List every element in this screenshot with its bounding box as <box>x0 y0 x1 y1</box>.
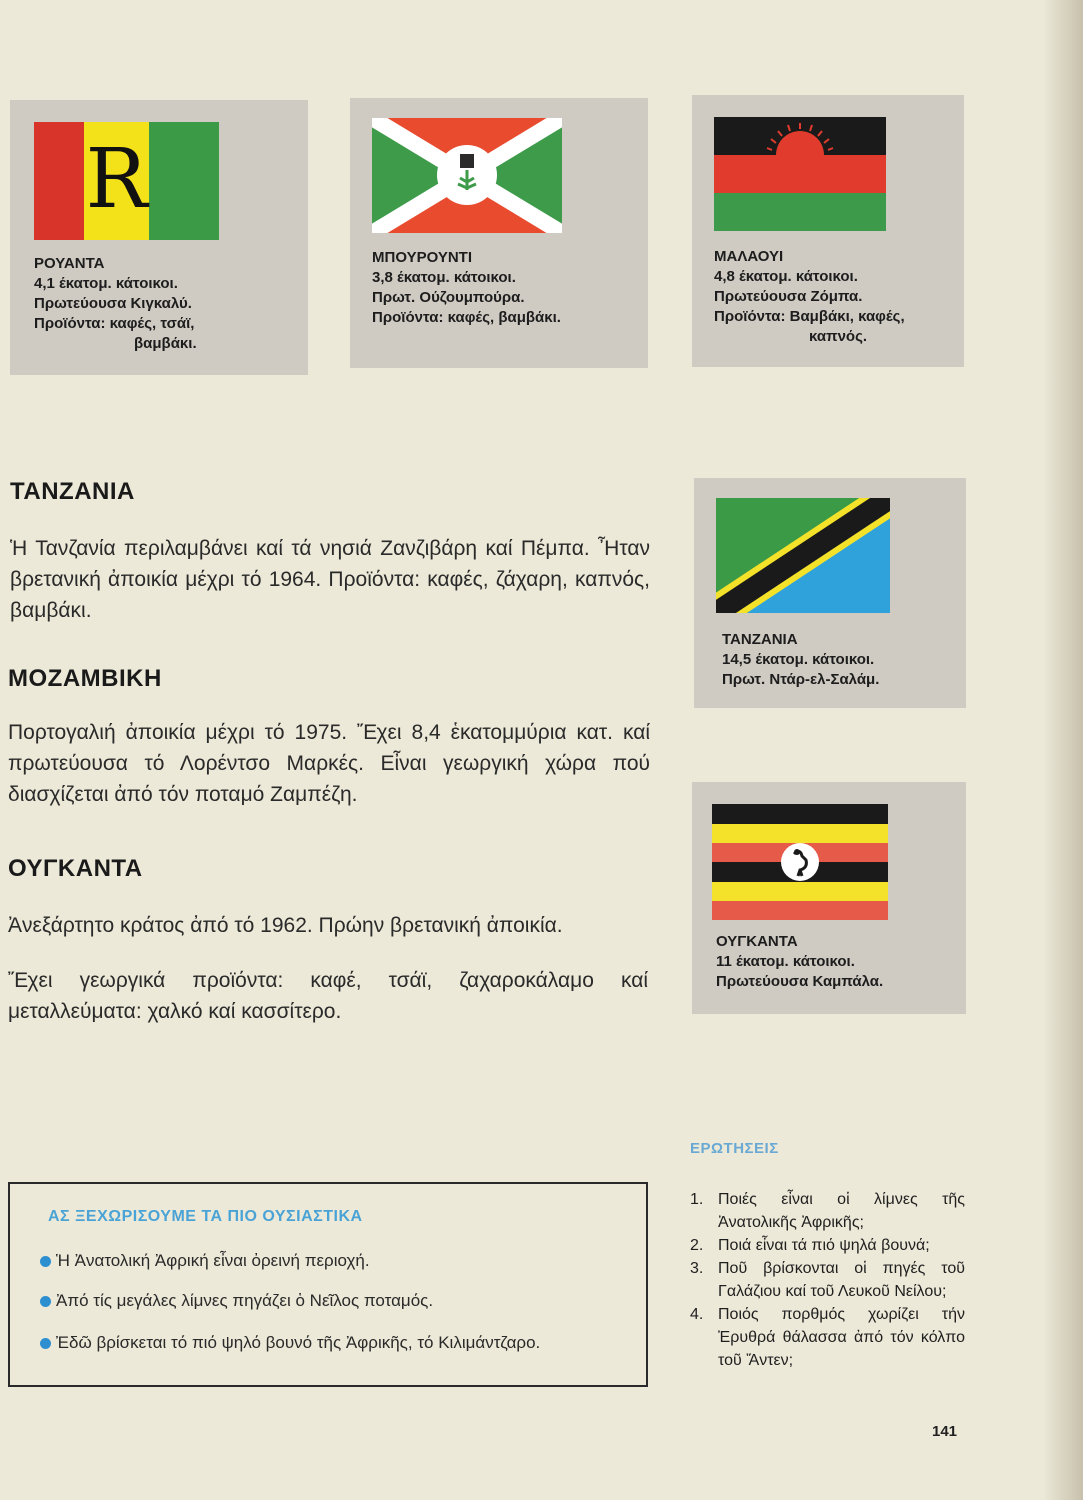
rwanda-flag <box>34 122 219 240</box>
tanzania-population: 14,5 έκατομ. κάτοικοι. <box>722 651 875 668</box>
rwanda-population: 4,1 έκατομ. κάτοικοι. <box>34 275 178 292</box>
rwanda-flag-green-band <box>149 122 219 240</box>
burundi-flag-svg <box>372 118 562 233</box>
mozambique-heading: ΜΟΖΑΜΒΙΚΗ <box>8 665 162 692</box>
malawi-capital: Πρωτεύουσα Ζόμπα. <box>714 288 863 305</box>
uganda-capital: Πρωτεύουσα Καμπάλα. <box>716 973 884 990</box>
question-item <box>690 1188 965 1234</box>
summary-item-text: Ἀπό τίς μεγάλες λίμνες πηγάζει ὁ Νεῖλος ποταμός. <box>56 1291 434 1310</box>
summary-item <box>40 1288 630 1313</box>
rwanda-capital: Πρωτεύουσα Κιγκαλύ. <box>34 295 192 312</box>
burundi-products: Προϊόντα: καφές, βαμβάκι. <box>372 309 561 326</box>
question-number: 2. <box>690 1237 704 1254</box>
burundi-flag <box>372 118 562 233</box>
tanzania-card-name: ΤΑΝΖΑΝΙΑ <box>722 631 798 648</box>
summary-item <box>40 1330 630 1355</box>
bullet-icon <box>40 1256 51 1267</box>
page-edge-shadow <box>1043 0 1083 1500</box>
question-number: 3. <box>690 1260 704 1277</box>
question-text: Ποιές εἶναι οἱ λίμνες τῆς Ἀνατολικῆς Ἀφρικῆς; <box>718 1191 965 1231</box>
page-number: 141 <box>932 1423 958 1440</box>
question-number: 1. <box>690 1191 704 1208</box>
uganda-text-1: Ἀνεξάρτητο κράτος ἀπό τό 1962. Πρώην βρετανική ἀποικία. <box>8 914 563 937</box>
burundi-population: 3,8 έκατομ. κάτοικοι. <box>372 269 516 286</box>
uganda-text-2: Ἔχει γεωργικά προϊόντα: καφέ, τσάϊ, ζαχαροκάλαμο καί μεταλλεύματα: χαλκό καί κασσίτερο. <box>8 969 648 1023</box>
summary-box <box>8 1182 648 1387</box>
tanzania-heading: ΤΑΝΖΑΝΙΑ <box>10 478 135 505</box>
uganda-flag <box>712 804 888 920</box>
burundi-card <box>350 98 648 368</box>
bullet-icon <box>40 1296 51 1307</box>
bullet-icon <box>40 1338 51 1349</box>
rwanda-flag-letter: R <box>85 132 148 227</box>
summary-title: ΑΣ ΞΕΧΩΡΙΣΟΥΜΕ ΤΑ ΠΙΟ ΟΥΣΙΑΣΤΙΚΑ <box>48 1208 363 1225</box>
rwanda-flag-red-band <box>34 122 84 240</box>
question-text: Ποιός πορθμός χωρίζει τήν Ἐρυθρά θάλασσα ἀπό τόν κόλπο τοῦ Ἄντεν; <box>718 1306 965 1369</box>
uganda-heading: ΟΥΓΚΑΝΤΑ <box>8 855 143 882</box>
rwanda-products: Προϊόντα: καφές, τσάϊ, <box>34 315 195 332</box>
question-item <box>690 1234 965 1257</box>
question-item <box>690 1303 965 1372</box>
malawi-flag-red-band <box>714 155 886 193</box>
rwanda-card <box>10 100 308 375</box>
malawi-products: Προϊόντα: Βαμβάκι, καφές, <box>714 308 905 325</box>
question-number: 4. <box>690 1306 704 1323</box>
uganda-flag-stripe-2 <box>712 824 888 843</box>
malawi-flag-green-band <box>714 193 886 231</box>
question-text: Ποιά εἶναι τά πιό ψηλά βουνά; <box>718 1237 930 1254</box>
malawi-name: ΜΑΛΑΟΥΙ <box>714 248 784 265</box>
malawi-products-cont: καπνός. <box>809 328 868 345</box>
summary-item-text: Ἐδῶ βρίσκεται τό πιό ψηλό βουνό τῆς Ἀφρικῆς, τό Κιλιμάντζαρο. <box>56 1333 541 1352</box>
crane-icon <box>780 842 820 882</box>
uganda-population: 11 έκατομ. κάτοικοι. <box>716 953 855 970</box>
uganda-flag-stripe-5 <box>712 882 888 901</box>
question-text: Ποῦ βρίσκονται οἱ πηγές τοῦ Γαλάζιου καί τοῦ Λευκοῦ Νείλου; <box>718 1260 965 1300</box>
summary-item <box>40 1248 630 1273</box>
uganda-flag-stripe-6 <box>712 901 888 920</box>
questions-list <box>690 1188 965 1372</box>
uganda-card <box>692 782 966 1014</box>
tanzania-card <box>694 478 966 708</box>
uganda-card-name: ΟΥΓΚΑΝΤΑ <box>716 933 798 950</box>
tanzania-flag-svg <box>716 498 890 613</box>
burundi-capital: Πρωτ. Ούζουμπούρα. <box>372 289 525 306</box>
tanzania-flag <box>716 498 890 613</box>
malawi-card <box>692 95 964 367</box>
summary-item-text: Ἡ Ἀνατολική Ἀφρική εἶναι ὀρεινή περιοχή. <box>56 1251 370 1270</box>
rwanda-products-cont: βαμβάκι. <box>134 335 197 352</box>
tanzania-capital: Πρωτ. Ντάρ-ελ-Σαλάμ. <box>722 671 880 688</box>
sun-icon <box>714 117 886 157</box>
tanzania-text: Ἡ Τανζανία περιλαμβάνει καί τά νησιά Ζανζιβάρη καί Πέμπα. Ἦταν βρετανική ἀποικία μέχρι τό 1964. Προϊόντα: καφές, ζάχαρη, καπνός, βαμβάκι. <box>10 537 650 622</box>
questions-title: ΕΡΩΤΗΣΕΙΣ <box>690 1140 779 1157</box>
malawi-flag <box>714 117 886 231</box>
malawi-population: 4,8 έκατομ. κάτοικοι. <box>714 268 858 285</box>
rwanda-name: ΡΟΥΑΝΤΑ <box>34 255 105 272</box>
burundi-name: ΜΠΟΥΡΟΥΝΤΙ <box>372 249 473 266</box>
uganda-flag-stripe-1 <box>712 804 888 824</box>
mozambique-text: Πορτογαλιή ἀποικία μέχρι τό 1975. Ἔχει 8,4 ἑκατομμύρια κατ. καί πρωτεύουσα τό Λορέντσο Μαρκές. Εἶναι γεωργική χώρα πού διασχίζεται ἀπό τόν ποταμό Ζαμπέζη. <box>8 721 650 806</box>
question-item <box>690 1257 965 1303</box>
